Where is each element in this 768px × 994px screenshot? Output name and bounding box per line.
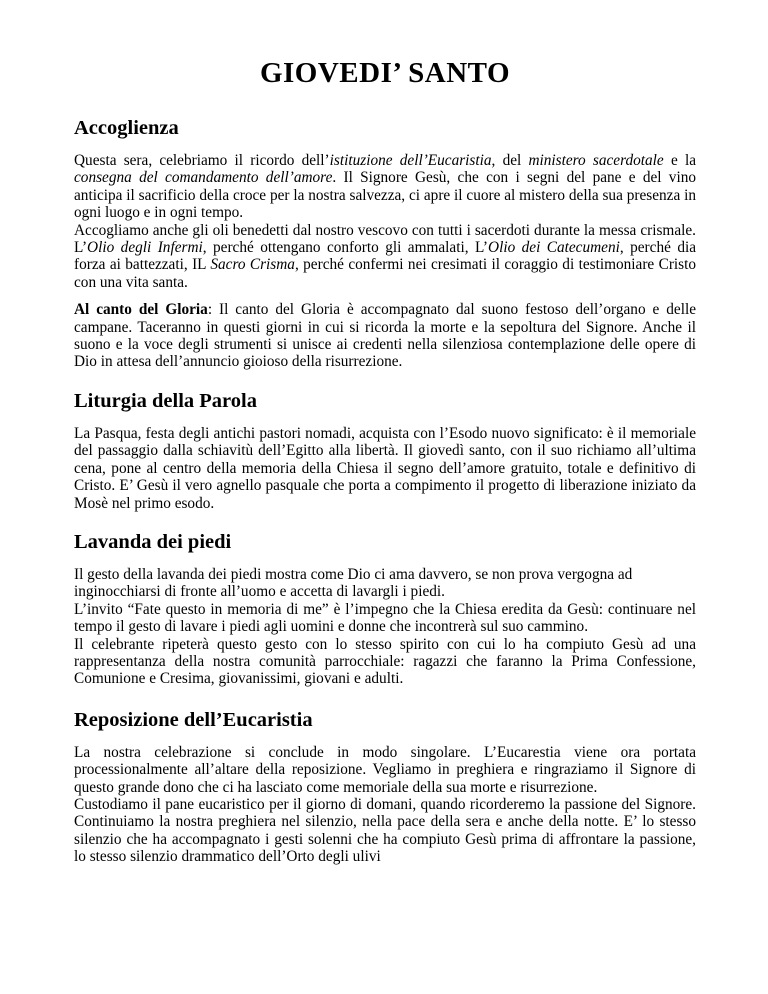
gloria-label: Al canto del Gloria [74,301,208,319]
lavanda-paragraph-3: Il celebrante ripeterà questo gesto con lo stesso spirito con cui lo ha compiuto Gesù ad una rappresentanza della nostra comunità parrocchiale: ragazzi che faranno la Prima Confessione, Comunione e Cresima, giovanissimi, giovani e adulti. [74,635,696,688]
liturgia-paragraph: La Pasqua, festa degli antichi pastori nomadi, acquista con l’Esodo nuovo significato: è il memoriale del passaggio dalla schiavitù dell’Egitto alla libertà. Il giovedì santo, con il suo richiamo all’ultima cena, pone al centro della memoria della Chiesa il segno dell’amore gratuito, totale e definitivo di Cristo. E’ Gesù il vero agnello pasquale che porta a compimento il progetto di liberazione iniziato da Mosè nel primo esodo. [74,424,696,512]
reposizione-paragraph-1: La nostra celebrazione si conclude in modo singolare. L’Eucarestia viene ora portata processionalmente all’altare della reposizione. Vegliamo in preghiera e ringraziamo il Signore di questo grande dono che ci ha lasciato come memoriale della sua morte e risurrezione. [74,743,696,796]
lavanda-paragraph-1: Il gesto della lavanda dei piedi mostra come Dio ci ama davvero, se non prova vergogna ad inginocchiarsi di fronte all’uomo e accetta di lavargli i piedi. [74,565,633,601]
section-heading-accoglienza: Accoglienza [74,117,179,139]
lavanda-paragraph-2: L’invito “Fate questo in memoria di me” è l’impegno che la Chiesa eredita da Gesù: continuare nel tempo il gesto di lavare i piedi agli uomini e donne che incontrerà sul suo cammino. [74,600,696,636]
page-title: GIOVEDI’ SANTO [259,57,511,89]
section-heading-liturgia: Liturgia della Parola [74,389,257,412]
section-heading-lavanda: Lavanda dei piedi [74,530,232,553]
accoglienza-paragraph-1: Questa sera, celebriamo il ricordo dell’istituzione dell’Eucaristia, del ministero sacerdotale e la consegna del comandamento dell’amore. Il Signore Gesù, che con i segni del pane e del vino anticipa il sacrificio della croce per la nostra salvezza, ci apre il cuore al mistero della sua presenza in ogni luogo e in ogni tempo. [74,152,696,222]
section-heading-reposizione: Reposizione dell’Eucaristia [74,708,313,731]
gloria-paragraph: Al canto del Gloria: Il canto del Gloria è accompagnato dal suono festoso dell’organo e delle campane. Taceranno in questi giorni in cui si ricorda la morte e la sepoltura del Signore. Anche il suono e la voce degli strumenti si unisce ai credenti nella silenziosa contemplazione delle opere di Dio in attesa dell’annuncio gioioso della risurrezione. [74,301,696,371]
reposizione-paragraph-2: Custodiamo il pane eucaristico per il giorno di domani, quando ricorderemo la passione del Signore. Continuiamo la nostra preghiera nel silenzio, nella pace della sera e anche della notte. E’ lo stesso silenzio che ha accompagnato i gesti solenni che ha compiuto Gesù prima di affrontare la passione, lo stesso silenzio drammatico dell’Orto degli ulivi [74,795,696,866]
accoglienza-paragraph-2: Accogliamo anche gli oli benedetti dal nostro vescovo con tutti i sacerdoti durante la messa crismale. L’Olio degli Infermi, perché ottengano conforto gli ammalati, L’Olio dei Catecumeni, perché dia forza ai battezzati, IL Sacro Crisma, perché confermi nei cresimati il coraggio di testimoniare Cristo con una vita santa. [74,221,697,291]
